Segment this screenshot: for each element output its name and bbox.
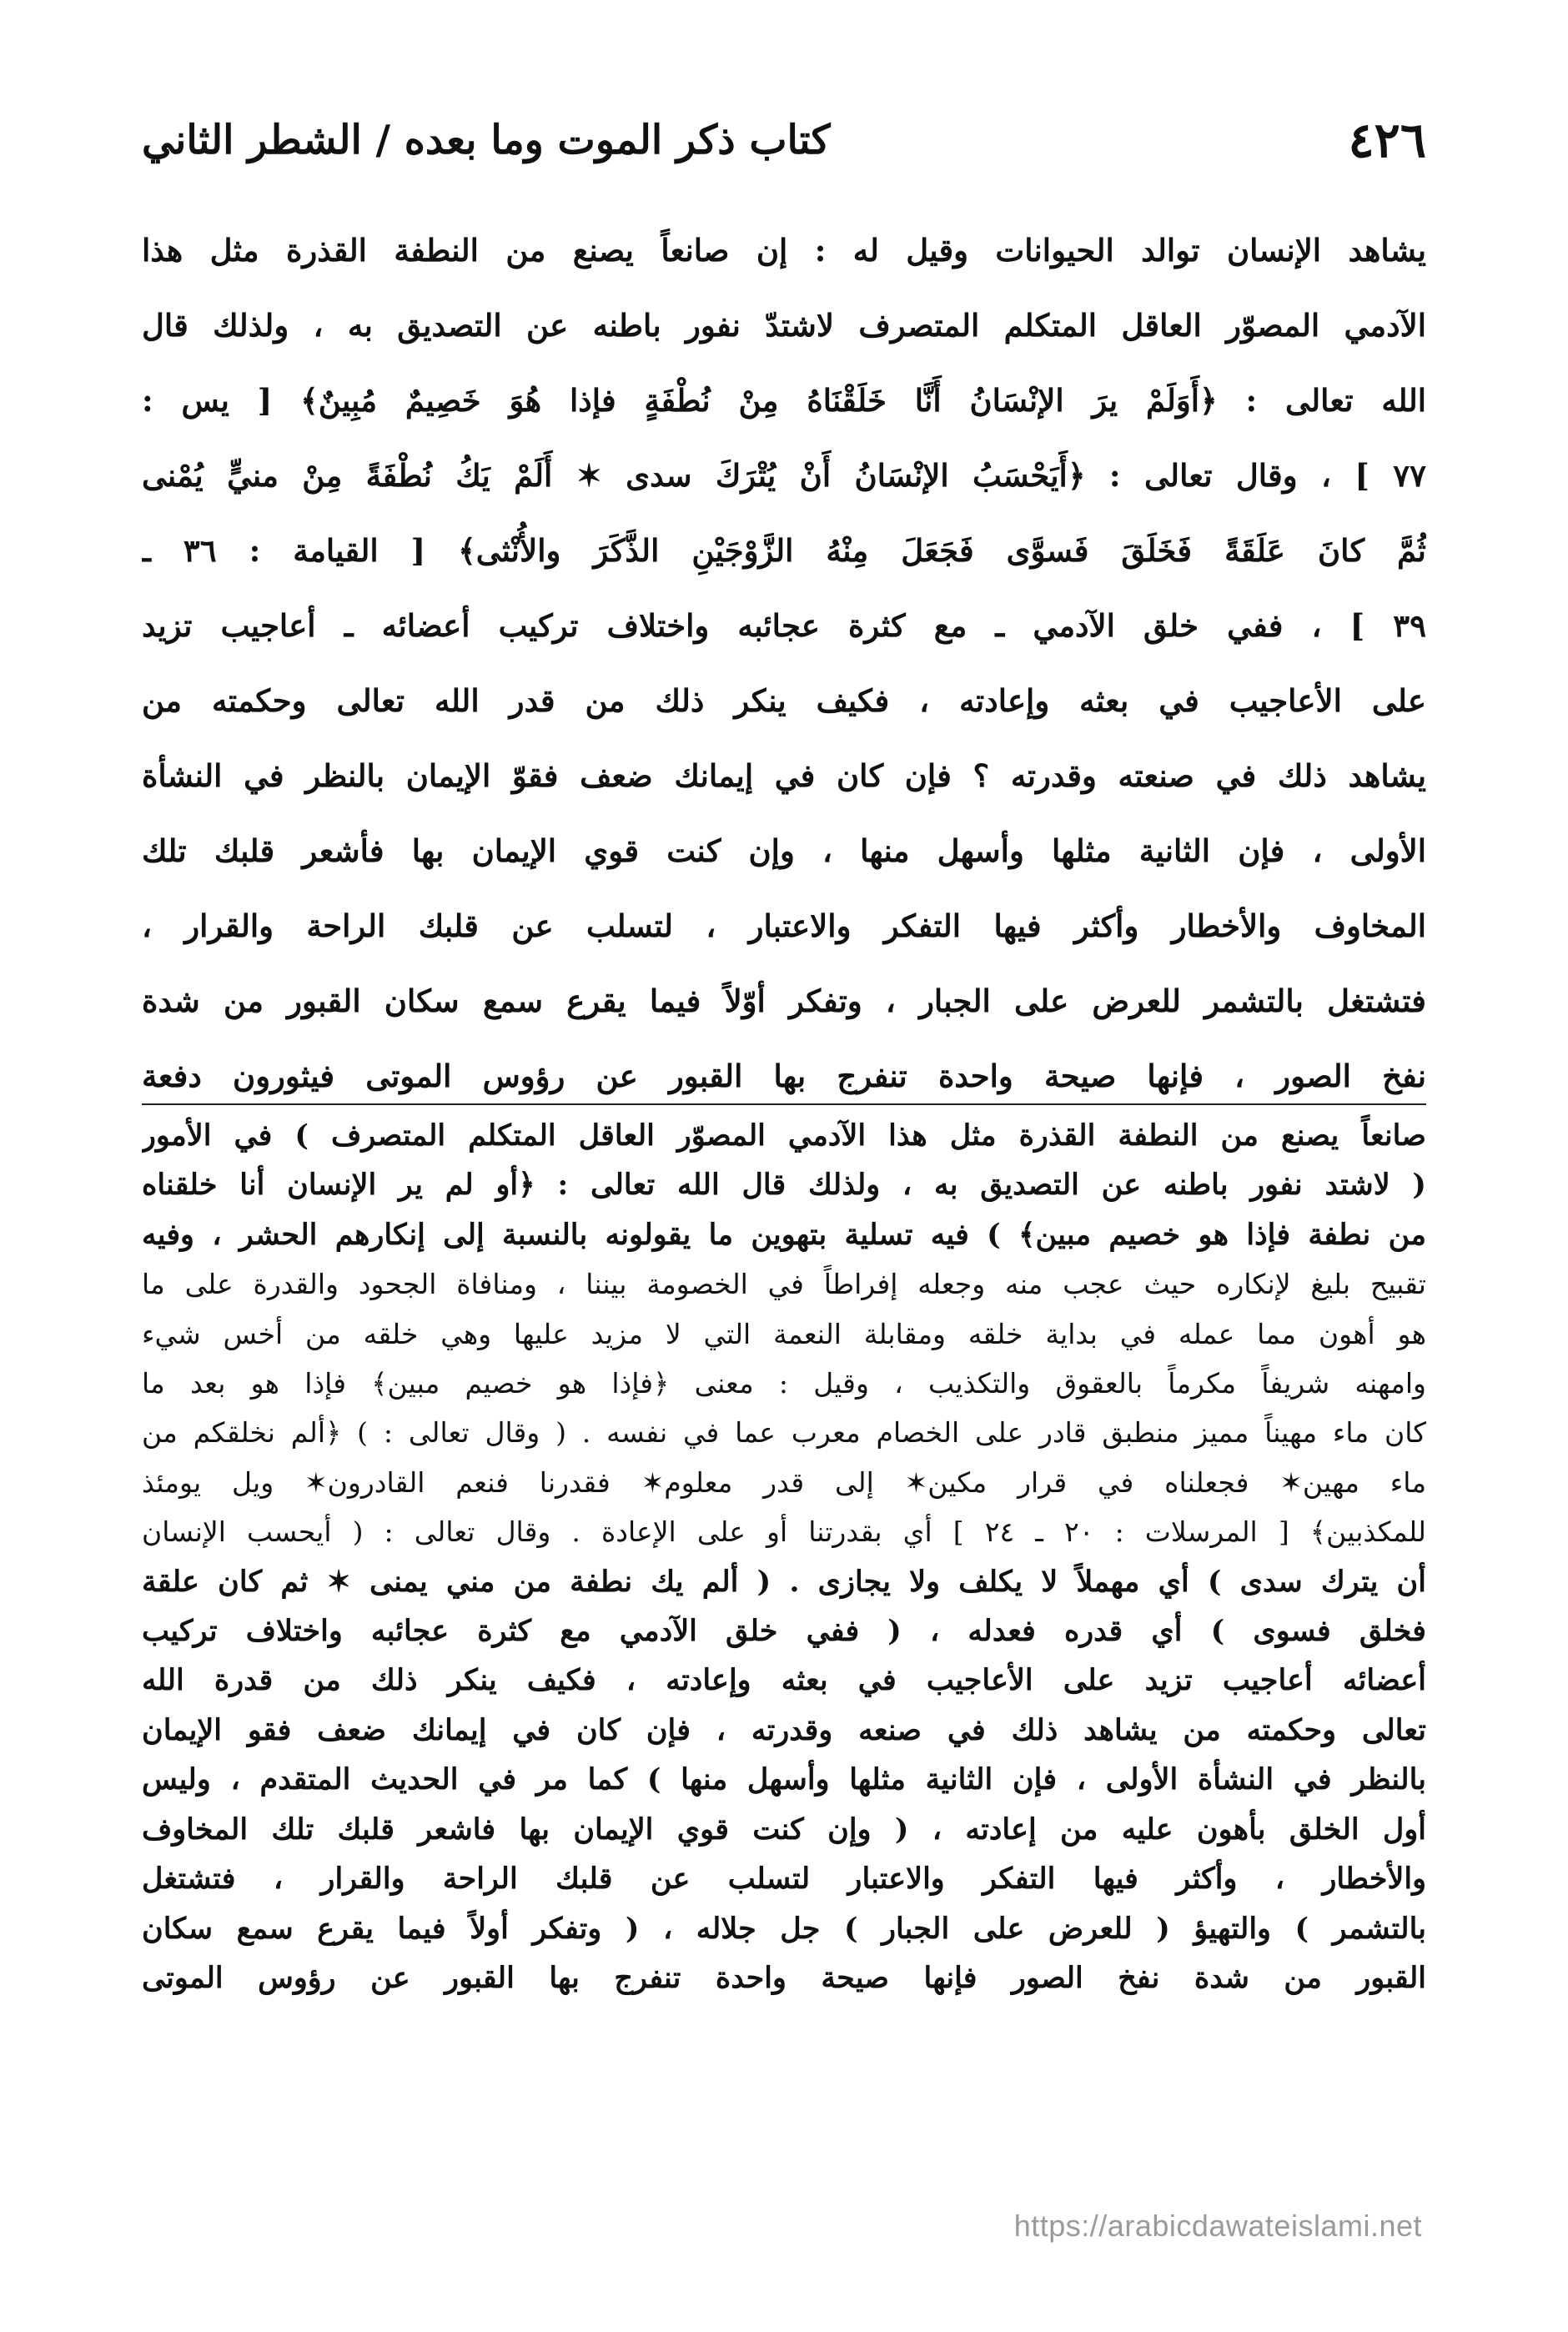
- main-text-line: نفخ الصور ، فإنها صيحة واحدة تنفرج بها القبور عن رؤوس الموتى فيثورون دفعة: [142, 1058, 1426, 1094]
- commentary-line: وامهنه شريفاً مكرماً بالعقوق والتكذيب ، وقيل : معنى ﴿فإذا هو خصيم مبين﴾ فإذا هو بعد ما: [142, 1367, 1426, 1400]
- running-header: [142, 100, 1426, 180]
- commentary-line: تعالى وحكمته من يشاهد ذلك في صنعه وقدرته ، فإن كان في إيمانك ضعف فقو الإيمان: [142, 1712, 1426, 1747]
- commentary-section: [142, 1111, 1426, 2003]
- main-text-line: ٣٩ ] ، ففي خلق الآدمي ـ مع كثرة عجائبه واختلاف تركيب أعضائه ـ أعاجيب تزيد: [142, 607, 1426, 644]
- main-text-line: ثُمَّ كانَ عَلَقَةً فَخَلَقَ فَسوَّى فَجَعَلَ مِنْهُ الزَّوْجَيْنِ الذَّكَرَ والأُنْثى﴾ [ القيامة : ٣٦ ـ: [142, 532, 1426, 569]
- book-title: كتاب ذكر الموت وما بعده / الشطر الثاني: [142, 117, 831, 163]
- main-text-line: فتشتغل بالتشمر للعرض على الجبار ، وتفكر أوّلاً فيما يقرع سمع سكان القبور من شدة: [142, 983, 1426, 1019]
- commentary-line: تقبيح بليغ لإنكاره حيث عجب منه وجعله إفراطاً في الخصومة بيننا ، ومنافاة الجحود والقدرة على ما: [142, 1268, 1426, 1301]
- commentary-line: القبور من شدة نفخ الصور فإنها صيحة واحدة تنفرج بها القبور عن رؤوس الموتى: [142, 1960, 1426, 1995]
- commentary-line: صانعاً يصنع من النطفة القذرة مثل هذا الآدمي المصوّر العاقل المتكلم المتصرف ) في الأمور: [142, 1118, 1426, 1153]
- commentary-line: والأخطار ، وأكثر فيها التفكر والاعتبار لتسلب عن قلبك الراحة والقرار ، فتشتغل: [142, 1862, 1426, 1897]
- commentary-line: ( لاشتد نفور باطنه عن التصديق به ، ولذلك قال الله تعالى : ﴿أو لم ير الإنسان أنا خلقناه: [142, 1168, 1426, 1203]
- footnote-separator: [142, 1103, 1426, 1105]
- main-text: [142, 213, 1426, 1113]
- page-number: ٤٢٦: [1348, 112, 1426, 168]
- commentary-line: للمكذبين﴾ [ المرسلات : ٢٠ ـ ٢٤ ] أي بقدرتنا أو على الإعادة . وقال تعالى : ( أيحسب الإنسان: [142, 1515, 1426, 1549]
- main-text-line: الآدمي المصوّر العاقل المتكلم المتصرف لاشتدّ نفور باطنه عن التصديق به ، ولذلك قال: [142, 307, 1426, 344]
- commentary-line: أول الخلق بأهون عليه من إعادته ، ( وإن كنت قوي الإيمان بها فاشعر قلبك تلك المخاوف: [142, 1812, 1426, 1847]
- commentary-line: أن يترك سدى ) أي مهملاً لا يكلف ولا يجازى . ( ألم يك نطفة من مني يمنى ✶ ثم كان علقة: [142, 1564, 1426, 1599]
- source-watermark: https://arabicdawateislami.net: [1013, 2209, 1422, 2243]
- main-text-line: ٧٧ ] ، وقال تعالى : ﴿أَيَحْسَبُ الإنْسَانُ أَنْ يُتْرَكَ سدى ✶ أَلَمْ يَكُ نُطْفَةً مِنْ منيٍّ يُمْنى: [142, 457, 1426, 494]
- commentary-line: أعضائه أعاجيب تزيد على الأعاجيب في بعثه وإعادته ، فكيف ينكر ذلك من قدرة الله: [142, 1663, 1426, 1698]
- commentary-line: فخلق فسوى ) أي قدره فعدله ، ( ففي خلق الآدمي مع كثرة عجائبه واختلاف تركيب: [142, 1614, 1426, 1649]
- main-text-line: يشاهد ذلك في صنعته وقدرته ؟ فإن كان في إيمانك ضعف فقوّ الإيمان بالنظر في النشأة: [142, 757, 1426, 794]
- main-text-line: يشاهد الإنسان توالد الحيوانات وقيل له : إن صانعاً يصنع من النطفة القذرة مثل هذا: [142, 232, 1426, 269]
- commentary-line: بالتشمر ) والتهيؤ ( للعرض على الجبار ) جل جلاله ، ( وتفكر أولاً فيما يقرع سمع سكان: [142, 1911, 1426, 1946]
- commentary-line: هو أهون مما عمله في بداية خلقه ومقابلة النعمة التي لا مزيد عليها وهي خلقه من أخس شيء: [142, 1317, 1426, 1350]
- commentary-line: من نطفة فإذا هو خصيم مبين﴾ ) فيه تسلية بتهوين ما يقولونه بالنسبة إلى إنكارهم الحشر ، وفيه: [142, 1217, 1426, 1252]
- commentary-line: ماء مهين✶ فجعلناه في قرار مكين✶ إلى قدر معلوم✶ فقدرنا فنعم القادرون✶ ويل يومئذ: [142, 1465, 1426, 1499]
- main-text-line: الأولى ، فإن الثانية مثلها وأسهل منها ، وإن كنت قوي الإيمان بها فأشعر قلبك تلك: [142, 832, 1426, 869]
- commentary-line: كان ماء مهيناً مميز منطبق قادر على الخصام معرب عما في نفسه . ( وقال تعالى : ) ﴿ألم نخلقكم من: [142, 1416, 1426, 1450]
- main-text-line: الله تعالى : ﴿أَوَلَمْ يرَ الإنْسَانُ أَنَّا خَلَقْنَاهُ مِنْ نُطْفَةٍ فإذا هُوَ خَصِيمٌ مُبِينٌ﴾ [ يس :: [142, 382, 1426, 419]
- commentary-line: بالنظر في النشأة الأولى ، فإن الثانية مثلها وأسهل منها ) كما مر في الحديث المتقدم ، وليس: [142, 1762, 1426, 1797]
- main-text-line: المخاوف والأخطار وأكثر فيها التفكر والاعتبار ، لتسلب عن قلبك الراحة والقرار ،: [142, 907, 1426, 944]
- main-text-line: على الأعاجيب في بعثه وإعادته ، فكيف ينكر ذلك من قدر الله تعالى وحكمته من: [142, 682, 1426, 719]
